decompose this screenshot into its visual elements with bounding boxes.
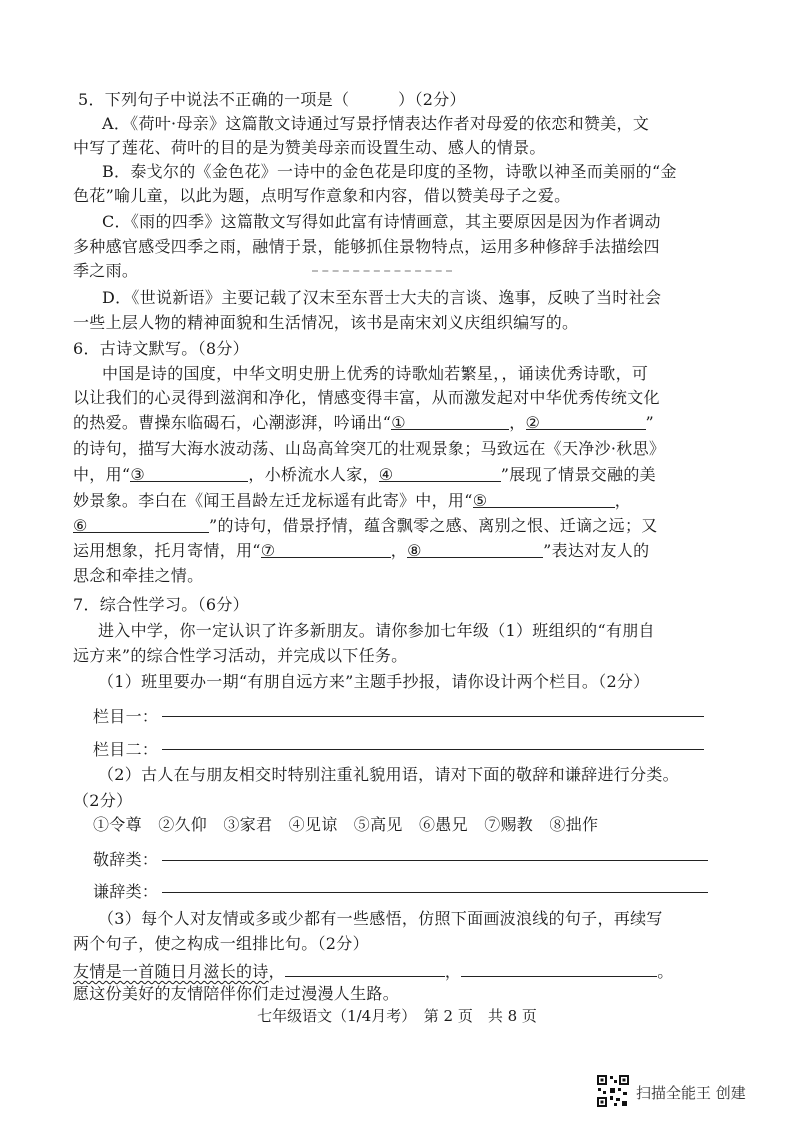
continuation-blank-1[interactable] (285, 960, 445, 977)
qr-code-icon (596, 1074, 630, 1108)
q5-stem: 5．下列句子中说法不正确的一项是（ ）（2分） (78, 90, 466, 109)
text-run: ， (444, 962, 462, 981)
scan-artifact (312, 270, 452, 272)
blank-6[interactable] (73, 516, 209, 533)
text-run: 中，用“ (73, 465, 131, 484)
blank-5[interactable] (473, 491, 615, 508)
q7-part1: （1）班里要办一期“有朋自远方来”主题手抄报，请你设计两个栏目。（2分） (98, 672, 650, 691)
q6-para-line6 (73, 491, 631, 511)
text-run: ， (509, 413, 526, 432)
blank-2-marker: ② (525, 413, 541, 432)
text-run: ，小桥流水人家， (248, 465, 379, 484)
text-run: ”表达对友人的 (543, 541, 650, 560)
blank-3-marker: ③ (130, 465, 146, 484)
blank-8[interactable] (407, 541, 543, 558)
q7-intro-line2: 远方来”的综合性学习活动，并完成以下任务。 (73, 646, 408, 665)
q5-option-d-line1: D．《世说新语》主要记载了汉末至东晋士大夫的言谈、逸事，反映了当时社会 (102, 288, 662, 307)
honorific-answer-line[interactable] (162, 860, 708, 861)
honorific-label: 敬辞类： (93, 850, 159, 869)
text-run: 运用想象，托月寄情，用“ (73, 541, 261, 560)
word-list: ①令尊 ②久仰 ③家君 ④见谅 ⑤高见 ⑥愚兄 ⑦赐教 ⑧拙作 (93, 815, 599, 834)
text-run: ， (390, 541, 408, 560)
column-1-answer-line[interactable] (162, 716, 704, 717)
blank-4-marker: ④ (378, 465, 394, 484)
q5-option-c-line3: 季之雨。 (73, 261, 139, 280)
q5-option-a-line1: A．《荷叶·母亲》这篇散文诗通过写景抒情表达作者对母爱的依恋和赞美，文 (102, 114, 650, 133)
text-run: ”展现了情景交融的美 (500, 465, 656, 484)
continuation-blank-2[interactable] (461, 960, 657, 977)
q5-option-b-line2: 色花”喻儿童，以此为题，点明写作意象和内容，借以赞美母子之爱。 (73, 186, 571, 205)
q7-part3-line1: （3）每个人对友情或多或少都有一些感悟，仿照下面画波浪线的句子，再续写 (98, 909, 663, 928)
q7-part3-line2: 两个句子，使之构成一组排比句。（2分） (73, 934, 369, 953)
q6-para-line1: 中国是诗的国度，中华文明史册上优秀的诗歌灿若繁星，，诵读优秀诗歌，可 (102, 364, 649, 383)
column-2-label: 栏目二： (93, 740, 159, 759)
q6-stem: 6．古诗文默写。（8分） (73, 339, 249, 358)
text-run: 的热爱。曹操东临碣石，心潮澎湃，吟诵出“ (73, 413, 392, 432)
blank-7-marker: ⑦ (260, 541, 276, 560)
blank-8-marker: ⑧ (407, 541, 422, 560)
q7-part2-line2: （2分） (73, 791, 133, 810)
q7-intro-line1: 进入中学，你一定认识了许多新朋友。请你参加七年级（1）班组织的“有朋自 (98, 621, 655, 640)
text-run: 妙景象。李白在《闻王昌龄左迁龙标遥有此寄》中，用“ (73, 491, 473, 510)
q6-para-line8 (73, 541, 649, 561)
page-footer: 七年级语文（1/4月考） 第 2 页 共 8 页 (257, 1007, 537, 1025)
blank-6-marker: ⑥ (73, 516, 88, 535)
q6-para-line3 (73, 413, 654, 433)
q6-para-line2: 以让我们的心灵得到滋润和净化，情感变得丰富，从而激发起对中华优秀传统文化 (73, 388, 660, 407)
blank-5-marker: ⑤ (472, 491, 488, 510)
closing-sentence: 愿这份美好的友情陪伴你们走过漫漫人生路。 (73, 984, 400, 1003)
blank-2[interactable] (526, 413, 646, 430)
blank-3[interactable] (130, 465, 248, 482)
q6-para-line7 (73, 516, 658, 536)
blank-1[interactable] (391, 413, 509, 430)
q5-option-a-line2: 中写了莲花、荷叶的目的是为赞美母亲而设置生动、感人的情景。 (73, 138, 546, 157)
text-run: ”的诗句，借景抒情，蕴含飘零之感、离别之恨、迁谪之远；又 (209, 516, 658, 535)
q7-part2-line1: （2）古人在与朋友相交时特别注重礼貌用语，请对下面的敬辞和谦辞进行分类。 (98, 765, 679, 784)
column-1-label: 栏目一： (93, 707, 159, 726)
model-sentence-line (73, 960, 674, 982)
column-2-answer-line[interactable] (162, 749, 704, 750)
humble-label: 谦辞类： (93, 882, 159, 901)
scanner-watermark: 扫描全能王 创建 (636, 1084, 746, 1102)
blank-4[interactable] (379, 465, 501, 482)
text-run: ， (614, 491, 631, 510)
q5-option-d-line2: 一些上层人物的精神面貌和生活情况，该书是南宋刘义庆组织编写的。 (73, 313, 579, 332)
q6-para-line5 (73, 465, 656, 485)
text-run: 。 (657, 962, 674, 981)
q6-para-line9: 思念和牵挂之情。 (73, 566, 204, 585)
q6-para-line4: 的诗句，描写大海水波动荡、山岛高耸突兀的壮观景象；马致远在《天净沙·秋思》 (73, 439, 666, 458)
text-run: ” (645, 413, 654, 432)
q5-option-c-line1: C．《雨的四季》这篇散文写得如此富有诗情画意，其主要原因是因为作者调动 (102, 212, 661, 231)
q5-option-c-line2: 多种感官感受四季之雨，融情于景，能够抓住景物特点，运用多种修辞手法描绘四 (73, 237, 660, 256)
wavy-model-sentence: 友情是一首随日月滋长的诗 (73, 962, 269, 981)
humble-answer-line[interactable] (162, 892, 708, 893)
q5-option-b-line1: B．泰戈尔的《金色花》一诗中的金色花是印度的圣物，诗歌以神圣而美丽的“金 (102, 162, 677, 181)
q7-stem: 7．综合性学习。（6分） (73, 595, 249, 614)
blank-1-marker: ① (391, 413, 406, 432)
blank-7[interactable] (261, 541, 391, 558)
text-run: ， (268, 962, 285, 981)
